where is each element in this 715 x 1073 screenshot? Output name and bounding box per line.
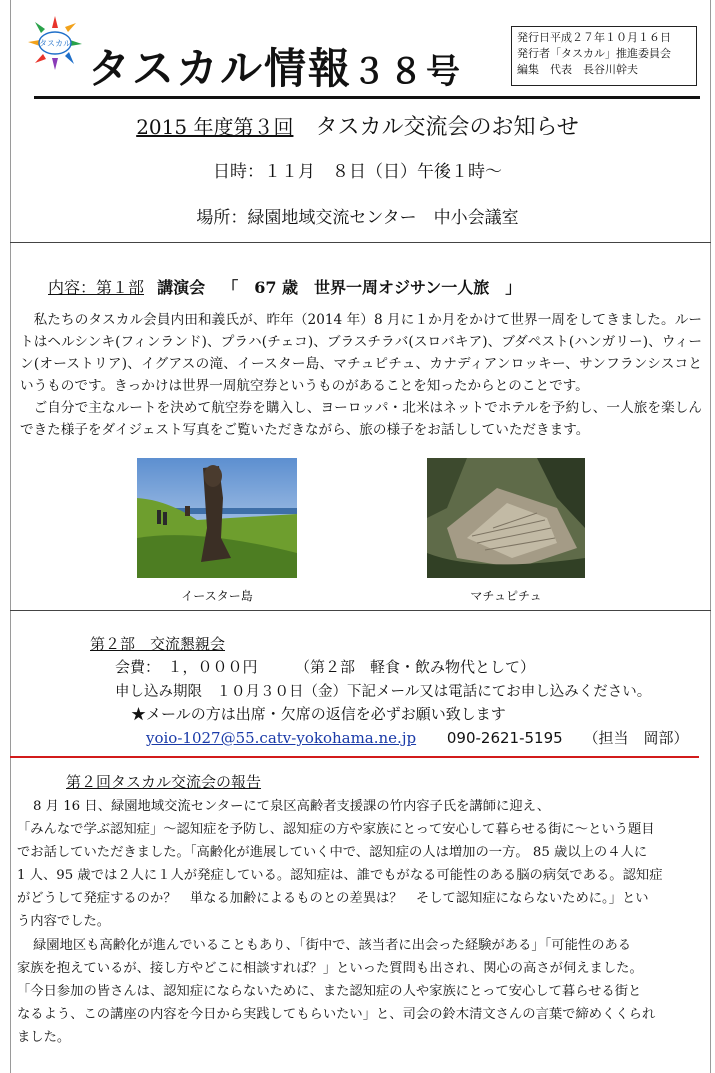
part2-deadline: 申し込み期限 １０月３０日（金）下記メール又は電話にてお申し込みください。 bbox=[115, 684, 652, 700]
report-body bbox=[17, 795, 701, 1049]
contact-phone: 090-2621-5195 bbox=[446, 729, 563, 747]
logo-text: タスカル bbox=[39, 39, 71, 48]
event-datetime: 日時：１１月 ８日（日）午後１時～ bbox=[213, 162, 502, 182]
report-line: でお話していただきました。「高齢化が進展していく中で、認知症の人は増加の一方。 85 歳以上の４人に bbox=[17, 845, 648, 861]
newsletter-title bbox=[88, 36, 463, 96]
announcement-title: タスカル交流会のお知らせ bbox=[315, 115, 579, 140]
part2-title bbox=[90, 633, 225, 654]
easter-island-photo bbox=[137, 458, 297, 578]
header-rule bbox=[34, 96, 700, 99]
report-line: う内容でした。 bbox=[17, 914, 111, 930]
part1-title: 「 67 歳 世界一周オジサン一人旅 」 bbox=[222, 278, 522, 297]
contact-email-link[interactable]: yoio-1027@55.catv-yokohama.ne.jp bbox=[146, 729, 417, 747]
red-divider bbox=[10, 756, 699, 758]
taskal-logo bbox=[26, 14, 84, 72]
divider-1 bbox=[10, 242, 711, 243]
publication-info-box bbox=[511, 26, 697, 86]
report-title-text: 第２回タスカル交流会の報告 bbox=[66, 773, 262, 791]
photo-caption-easter: イースター島 bbox=[181, 589, 253, 603]
photo-caption-machu: マチュピチュ bbox=[470, 589, 542, 603]
part1-kind: 講演会 bbox=[157, 278, 206, 297]
report-line: 1 人、95 歳では２人に１人が発症している。認知症は、誰でもがなる可能性のある脳の病気である。認知症 bbox=[17, 868, 663, 884]
contact-person: （担当 岡部） bbox=[583, 729, 689, 747]
part2-fee: 会費： １，０００円 （第２部 軽食・飲み物代として） bbox=[115, 658, 536, 676]
report-line: がどうして発症するのか？ 単なる加齢によるものとの差異は？ そして認知症にならないために。」とい bbox=[17, 891, 649, 907]
publish-date: 発行日平成２７年１０月１６日 bbox=[517, 31, 671, 44]
report-line: 緑園地区も高齢化が進んでいることもあり、「街中で、該当者に出会った経験がある」「可能性のある bbox=[33, 937, 632, 953]
part2-note: ★メールの方は出席・欠席の返信を必ずお願い致します bbox=[131, 705, 506, 723]
part1-heading bbox=[48, 275, 521, 298]
part1-paragraph: 私たちのタスカル会員内田和義氏が、昨年（2014 年）8 月に１か月をかけて世界一周をしてきました。ルートはヘルシンキ(フィンランド)、プラハ(チェコ)、ブラスチラバ(スロバキア)、ブダペスト(ハンガリー)、ウィーン(オーストリア)、イグアスの滝、イースター島、マチュピチュ、カナディアンロッキー、サンフランシスコというものです。きっかけは世界一周航空券というものがあることを知ったからとのことです。 bbox=[20, 312, 702, 394]
report-line: 「今日参加の皆さんは、認知症にならないために、また認知症の人や家族にとって安心して暮らせる街と bbox=[17, 983, 642, 999]
report-title bbox=[66, 771, 261, 792]
report-line: 8 月 16 日、緑園地域交流センターにて泉区高齢者支援課の竹内容子氏を講師に迎え、 bbox=[33, 799, 551, 814]
part2-contact bbox=[146, 727, 688, 748]
report-line: 家族を抱えているが、接し方やどこに相談すれば？」といった質問も出され、関心の高さが伺えました。 bbox=[17, 960, 643, 976]
report-line: ました。 bbox=[17, 1029, 71, 1045]
part2-title-text: 第２部 交流懇親会 bbox=[90, 635, 226, 653]
editor: 編集 代表 長谷川幹夫 bbox=[517, 63, 638, 76]
part1-body bbox=[20, 309, 702, 441]
publisher: 発行者「タスカル」推進委員会 bbox=[517, 47, 671, 60]
event-place: 場所：緑園地域交流センター 中小会議室 bbox=[196, 208, 519, 228]
year-round: 2015 年度第３回 bbox=[136, 115, 294, 139]
part1-paragraph: ご自分で主なルートを決めて航空券を購入し、ヨーロッパ・北米はネットでホテルを予約し、一人旅を楽しんできた様子をダイジェスト写真をご覧いただきながら、旅の様子をお話ししていただきます。 bbox=[20, 400, 702, 438]
divider-2 bbox=[10, 610, 711, 611]
machu-picchu-photo bbox=[427, 458, 585, 578]
report-line: なるよう、この講座の内容を今日から実践してもらいたい」と、司会の鈴木清文さんの言葉で締めくくられ bbox=[17, 1006, 656, 1022]
issue-number: ３８号 bbox=[352, 52, 464, 92]
part1-label: 内容：第１部 bbox=[48, 278, 145, 297]
announcement-heading bbox=[0, 110, 715, 141]
report-line: 「みんなで学ぶ認知症」～認知症を予防し、認知症の方や家族にとって安心して暮らせる街に～という題目 bbox=[17, 822, 655, 838]
title-text: タスカル情報 bbox=[88, 44, 353, 93]
